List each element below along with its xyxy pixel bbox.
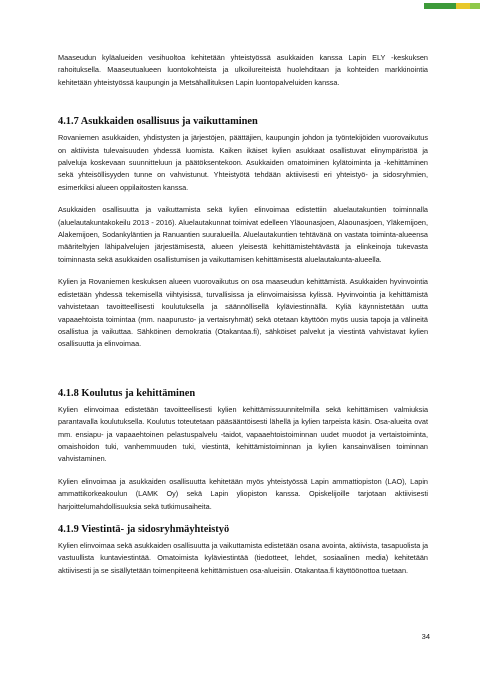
section-4-1-8-paragraph-1: Kylien elinvoimaa edistetään tavoitteellisesti kylien kehittämissuunnitelmilla sekä kehittämisen valmiuksia parantavalla koulutuksella. Koulutus toteutetaan pääsääntöisesti lähellä ja kylien tarpeista käsin. Osa-alueita ovat mm. ensiapu- ja vapaaehtoinen pelastuspalvelu -taidot, vapaaehtoistoiminnan uudet muodot ja vertaistoiminta, omaishoidon tuki, vanhemmuuden tuki, viestintä, kehittämistoiminnan ja kylien kansainvälisen toiminnan vahvistaminen.	[58, 404, 428, 464]
page-number: 34	[421, 632, 430, 641]
header-accent-bar	[0, 0, 480, 22]
section-heading-4-1-7: 4.1.7 Asukkaiden osallisuus ja vaikuttaminen	[58, 116, 258, 128]
section-4-1-7-paragraph-2: Asukkaiden osallisuutta ja vaikuttamista sekä kylien elinvoimaa edistettiin aluelautakuntien toiminnalla (aluelautakuntakokeilu 2013 - 2016). Aluelautakunnat toimivat edelleen Yläounasjoen, Alaounasjoen, Yläkemijoen, Alakemijoen, Sodankyläntien ja Ranuantien suuralueilla. Aluelautakuntien tehtävänä on vastata toiminta-alueensa määriteltyjen lähipalvelujen järjestämisestä, alueen yleisestä kehittämistehtävästä ja elinkeinoja tukevasta toiminnasta sekä asukkaiden osallistumisen ja vaikuttamisen kehittämisestä aluelautakunta-alueella.	[58, 205, 428, 264]
section-heading-4-1-9: 4.1.9 Viestintä- ja sidosryhmäyhteistyö	[58, 523, 230, 535]
accent-stripe-green	[424, 3, 456, 9]
accent-stripe-lightgreen	[470, 3, 480, 9]
section-4-1-8-paragraph-2: Kylien elinvoimaa ja asukkaiden osallisuutta kehitetään myös yhteistyössä Lapin ammattiopiston (LAO), Lapin ammattikorkeakoulun (LAMK Oy) sekä Lapin yliopiston kanssa. Opiskelijoille tarjotaan aktiivisesti harjoittelumahdollisuuksia sekä tutkimusaiheita.	[58, 476, 428, 511]
section-4-1-7-paragraph-3: Kylien ja Rovaniemen keskuksen alueen vuorovaikutus on osa maaseudun kehittämistä. Asukkaiden hyvinvointia edistetään yhdessä tekemisellä viihtyisissä, turvallisissa ja elinvoimaisissa kylissä. Hyvinvointia ja kehittämistä vahvistetaan tavoitteellisesti koulutuksella ja säännöllisellä kyläviestinnällä. Kyliä käynnistetään uutta vapaaehtoista toimintaa (mm. naapurusto- ja vertaisryhmät) sekä otetaan käyttöön myös uusia tapoja ja välineitä osallistua ja vaikuttaa. Sähköinen demokratia (Otakantaa.fi), sähköiset palvelut ja viestintä vahvistavat kylien osallisuutta ja elinvoimaa.	[58, 277, 428, 349]
intro-paragraph: Maaseudun kyläalueiden vesihuoltoa kehitetään yhteistyössä asukkaiden kanssa Lapin ELY -keskuksen rahoituksella. Maaseutualueen luontokohteista ja ulkoilureiteistä huolehditaan ja kohteiden markkinointia kehitetään yhteistyössä kaupungin ja Metsähallituksen Lapin luontopalveluiden kanssa.	[58, 53, 428, 87]
section-heading-4-1-8: 4.1.8 Koulutus ja kehittäminen	[58, 387, 196, 399]
accent-stripe-yellow	[456, 3, 470, 9]
section-4-1-9-paragraph-1: Kylien elinvoimaa sekä asukkaiden osallisuutta ja vaikuttamista edistetään osana avointa, aktiivista, tasapuolista ja vastuullista kuntaviestintää. Omatoimista kyläviestintää (tiedotteet, lehdet, sosiaalinen media) kehitetään aktiivisesti ja se sisällytetään toimenpiteenä kehittämistuen osa-alueisiin. Otakantaa.fi käyttöönottoa tuetaan.	[58, 540, 428, 575]
page-content	[58, 52, 428, 587]
section-4-1-7-paragraph-1: Rovaniemen asukkaiden, yhdistysten ja järjestöjen, päättäjien, kaupungin johdon ja työntekijöiden vuorovaikutus on aktiivista tulevaisuuden yhdessä luomista. Kaiken ikäiset kylien asukkaat osallistuvat elinympäristöä ja palveluja koskevaan suunnitteluun ja päätöksentekoon. Asukkaiden omatoiminen kylätoiminta ja -kehittäminen sekä yhteisöllisyyden tunne on vahvistunut. Yhteistyötä tehdään aktiivisesti eri yhteistyö- ja sidosryhmien, esimerkiksi alueen oppilaitosten kanssa.	[58, 133, 428, 192]
